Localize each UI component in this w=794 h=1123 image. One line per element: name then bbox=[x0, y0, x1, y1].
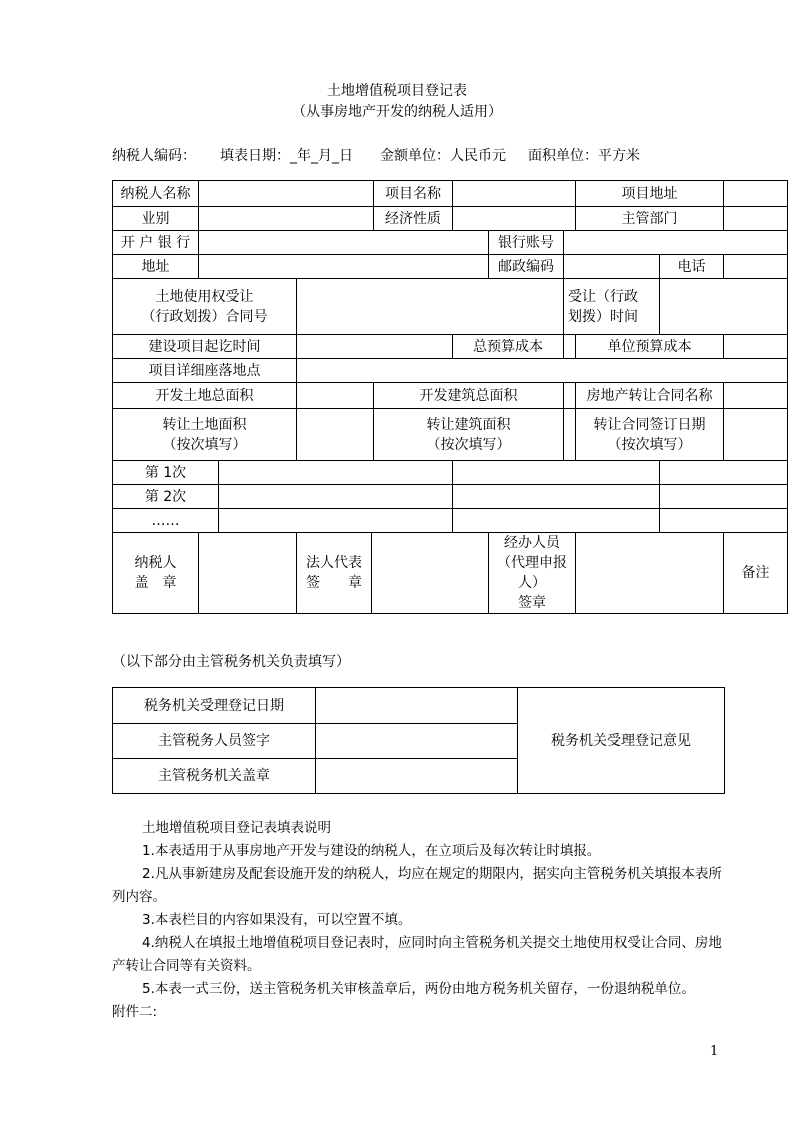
agent-line2: （代理申报人） bbox=[497, 555, 567, 591]
contract-date-line1: 转让合同签订日期 bbox=[593, 416, 706, 433]
officer-sign-label: 主管税务人员签字 bbox=[113, 724, 316, 759]
building-area-label: 开发建筑总面积 bbox=[374, 383, 564, 409]
transfer-building-area-line1: 转让建筑面积 bbox=[426, 416, 511, 433]
economic-nature-label: 经济性质 bbox=[374, 207, 453, 231]
transfer-building-area-label bbox=[374, 409, 564, 461]
legal-rep-line1: 法人代表 bbox=[306, 555, 362, 571]
transfer-row-2-land[interactable] bbox=[219, 485, 453, 509]
transfer-row-2-label: 第 2次 bbox=[113, 485, 219, 509]
officer-sign-field[interactable] bbox=[316, 724, 518, 759]
transfer-row-1-date[interactable] bbox=[660, 461, 788, 485]
transfer-time-field[interactable] bbox=[660, 279, 788, 335]
contract-name-label: 房地产转让合同名称 bbox=[576, 383, 724, 409]
industry-field[interactable] bbox=[199, 207, 374, 231]
total-budget-field[interactable] bbox=[564, 335, 576, 359]
taxpayer-seal-field[interactable] bbox=[199, 533, 297, 614]
bank-field[interactable] bbox=[199, 231, 489, 255]
address-label: 地址 bbox=[113, 255, 199, 279]
attachment-label: 附件二: bbox=[112, 1004, 158, 1020]
transfer-land-area-label bbox=[113, 409, 297, 461]
instruction-item-4: 4.纳税人在填报土地增值税项目登记表时，应同时向主管税务机关提交土地使用权受让合同、房地产转让合同等有关资料。 bbox=[112, 935, 722, 974]
unit-budget-label: 单位预算成本 bbox=[576, 335, 724, 359]
construction-period-field[interactable] bbox=[297, 335, 453, 359]
instructions-heading: 土地增值税项目登记表填表说明 bbox=[142, 820, 331, 836]
land-contract-label bbox=[113, 279, 297, 335]
location-field[interactable] bbox=[297, 359, 788, 383]
land-contract-label-line2: （行政划拨）合同号 bbox=[141, 308, 268, 325]
project-address-label: 项目地址 bbox=[576, 181, 724, 207]
transfer-row-2-building[interactable] bbox=[453, 485, 660, 509]
address-field[interactable] bbox=[199, 255, 489, 279]
transfer-row-1-land[interactable] bbox=[219, 461, 453, 485]
taxpayer-name-field[interactable] bbox=[199, 181, 374, 207]
page-number: 1 bbox=[710, 1044, 719, 1059]
instruction-item-2: 2.凡从事新建房及配套设施开发的纳税人，均应在规定的期限内，据实向主管税务机关填报本表所列内容。 bbox=[112, 866, 722, 905]
registration-table bbox=[112, 180, 788, 614]
bank-account-label: 银行账号 bbox=[489, 231, 564, 255]
building-area-field[interactable] bbox=[564, 383, 576, 409]
authority-dept-label: 主管部门 bbox=[576, 207, 724, 231]
transfer-row-2-date[interactable] bbox=[660, 485, 788, 509]
instructions bbox=[112, 817, 724, 1024]
legal-rep-field[interactable] bbox=[372, 533, 489, 614]
taxpayer-name-label: 纳税人名称 bbox=[113, 181, 199, 207]
transfer-row-1-label: 第 1次 bbox=[113, 461, 219, 485]
land-area-field[interactable] bbox=[297, 383, 374, 409]
agent-label bbox=[489, 533, 576, 614]
construction-period-label: 建设项目起讫时间 bbox=[113, 335, 297, 359]
tax-section-intro: （以下部分由主管税务机关负责填写） bbox=[112, 654, 350, 670]
legal-rep-label bbox=[297, 533, 372, 614]
land-contract-field[interactable] bbox=[297, 279, 564, 335]
transfer-row-more-label: …… bbox=[113, 509, 219, 533]
transfer-building-area-line2: （按次填写） bbox=[426, 436, 511, 453]
area-unit-label: 面积单位：平方米 bbox=[528, 148, 640, 164]
transfer-row-more-land[interactable] bbox=[219, 509, 453, 533]
phone-field[interactable] bbox=[724, 255, 788, 279]
project-name-field[interactable] bbox=[453, 181, 576, 207]
taxpayer-seal-label bbox=[113, 533, 199, 614]
economic-nature-field[interactable] bbox=[453, 207, 576, 231]
postcode-label: 邮政编码 bbox=[489, 255, 564, 279]
taxpayer-seal-line2: 盖 章 bbox=[134, 575, 177, 591]
transfer-time-label-line2: 划拨）时间 bbox=[568, 308, 638, 325]
agent-line3: 签章 bbox=[518, 595, 546, 611]
land-contract-label-line1: 土地使用权受让 bbox=[155, 288, 254, 305]
legal-rep-line2: 签 章 bbox=[306, 575, 362, 591]
transfer-row-1-building[interactable] bbox=[453, 461, 660, 485]
bank-label: 开 户 银 行 bbox=[113, 231, 199, 255]
contract-date-field[interactable] bbox=[724, 409, 788, 461]
taxpayer-seal-line1: 纳税人 bbox=[134, 555, 177, 571]
contract-date-label bbox=[576, 409, 724, 461]
tax-authority-table bbox=[112, 687, 725, 794]
total-budget-label: 总预算成本 bbox=[453, 335, 564, 359]
instruction-item-5: 5.本表一式三份，送主管税务机关审核盖章后，两份由地方税务机关留存，一份退纳税单位。 bbox=[142, 981, 695, 997]
instruction-item-1: 1.本表适用于从事房地产开发与建设的纳税人，在立项后及每次转让时填报。 bbox=[142, 843, 601, 859]
bank-account-field[interactable] bbox=[564, 231, 788, 255]
opinion-label: 税务机关受理登记意见 bbox=[518, 688, 725, 794]
authority-seal-label: 主管税务机关盖章 bbox=[113, 759, 316, 794]
land-area-label: 开发土地总面积 bbox=[113, 383, 297, 409]
agent-field[interactable] bbox=[576, 533, 724, 614]
remarks-label: 备注 bbox=[724, 533, 788, 614]
form-subtitle: （从事房地产开发的纳税人适用） bbox=[292, 104, 502, 120]
instruction-item-3: 3.本表栏目的内容如果没有，可以空置不填。 bbox=[142, 912, 412, 928]
project-name-label: 项目名称 bbox=[374, 181, 453, 207]
unit-budget-field[interactable] bbox=[724, 335, 788, 359]
contract-date-line2: （按次填写） bbox=[607, 436, 692, 453]
industry-label: 业别 bbox=[113, 207, 199, 231]
transfer-time-label-line1: 受让（行政 bbox=[568, 288, 638, 305]
taxpayer-code-label: 纳税人编码： bbox=[112, 148, 196, 164]
postcode-field[interactable] bbox=[564, 255, 660, 279]
transfer-land-area-line2: （按次填写） bbox=[162, 436, 247, 453]
location-label: 项目详细座落地点 bbox=[113, 359, 297, 383]
transfer-building-area-field[interactable] bbox=[564, 409, 576, 461]
reg-date-label: 税务机关受理登记日期 bbox=[113, 688, 316, 724]
project-address-field[interactable] bbox=[724, 181, 788, 207]
authority-dept-field[interactable] bbox=[724, 207, 788, 231]
transfer-land-area-field[interactable] bbox=[297, 409, 374, 461]
authority-seal-field[interactable] bbox=[316, 759, 518, 794]
transfer-row-more-date[interactable] bbox=[660, 509, 788, 533]
transfer-time-label bbox=[564, 279, 660, 335]
phone-label: 电话 bbox=[660, 255, 724, 279]
transfer-land-area-line1: 转让土地面积 bbox=[162, 416, 247, 433]
reg-date-field[interactable] bbox=[316, 688, 518, 724]
transfer-row-more-building[interactable] bbox=[453, 509, 660, 533]
fill-date-label: 填表日期：_年_月_日 bbox=[220, 148, 353, 164]
agent-line1: 经办人员 bbox=[504, 535, 560, 551]
amount-unit-label: 金额单位：人民币元 bbox=[380, 148, 506, 164]
contract-name-field[interactable] bbox=[724, 383, 788, 409]
form-title: 土地增值税项目登记表 bbox=[327, 83, 467, 99]
